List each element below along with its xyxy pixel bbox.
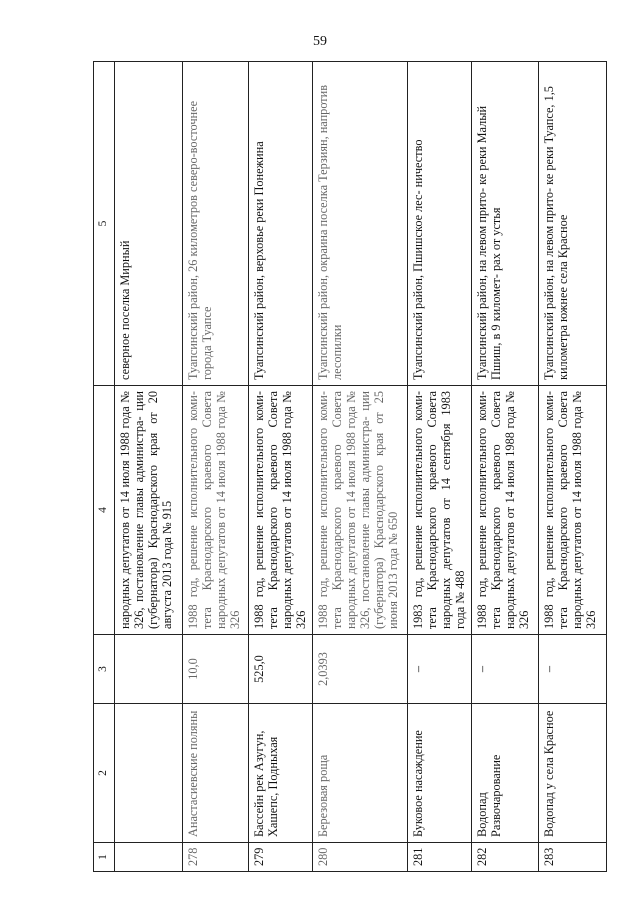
monument-name: Водопад у села Красное [538,704,606,843]
area-value [115,635,183,704]
legal-basis: 1988 год, решение исполнительного коми- тета Краснодарского краевого Совета народных депутатов от 14 июля 1988 года № 326 [538,386,606,635]
location: Туапсинский район, на левом прито- ке реки Малый Пшиш, в 9 километ- рах от устья [471,62,538,386]
monument-name: Бассейн рек Азугун, Хашепс, Подныхая [249,704,313,843]
legal-basis: 1988 год, решение исполнительного коми- тета Краснодарского краевого Совета народных депутатов от 14 июля 1988 года № 326 [183,386,249,635]
legal-basis: 1988 год, решение исполнительного коми- тета Краснодарского краевого Совета народных депутатов от 14 июля 1988 года № 326 [471,386,538,635]
location: северное поселка Мирный [115,62,183,386]
legal-basis: 1983 год, решение исполнительного коми- тета Краснодарского краевого Совета народных депутатов от 14 сентября 1983 года № 488 [407,386,471,635]
table-row [471,62,538,872]
location: Туапсинский район, верховье реки Понежина [249,62,313,386]
area-value: 2,0393 [312,635,407,704]
legal-basis: народных депутатов от 14 июля 1988 года № 326, постановление главы администра- ции (губернатора) Краснодарского края от 20 августа 2013 года № 915 [115,386,183,635]
location: Туапсинский район, Пшишское лес- ничество [407,62,471,386]
location: Туапсинский район, окраина поселка Терзиян, напротив лесопилки [312,62,407,386]
monument-name: Березовая роща [312,704,407,843]
column-number: 2 [94,704,115,843]
row-number: 279 [249,843,313,872]
column-number-row [94,62,115,872]
location: Туапсинский район, на левом прито- ке реки Туапсе, 1,5 километра южнее села Красное [538,62,606,386]
monument-name: Буковое насаждение [407,704,471,843]
table-row [115,62,183,872]
page-number: 59 [313,34,327,49]
area-value: 10,0 [183,635,249,704]
row-number: 280 [312,843,407,872]
row-number: 283 [538,843,606,872]
area-value: 525,0 [249,635,313,704]
area-value: – [471,635,538,704]
row-number: 281 [407,843,471,872]
row-number [115,843,183,872]
table-row [407,62,471,872]
monument-name: Водопад Развочарование [471,704,538,843]
monument-name [115,704,183,843]
column-number: 5 [94,62,115,386]
column-number: 3 [94,635,115,704]
table-row [249,62,313,872]
table-row [183,62,249,872]
area-value: – [407,635,471,704]
location: Туапсинский район, 26 километров северо-восточнее города Туапсе [183,62,249,386]
table-row [312,62,407,872]
area-value: – [538,635,606,704]
monument-name: Анастасиевские поляны [183,704,249,843]
nature-monuments-table [93,61,607,872]
row-number: 282 [471,843,538,872]
rotated-table-wrapper [93,62,598,872]
legal-basis: 1988 год, решение исполнительного коми- тета Краснодарского краевого Совета народных депутатов от 14 июля 1988 года № 326 [249,386,313,635]
column-number: 4 [94,386,115,635]
table-row [538,62,606,872]
row-number: 278 [183,843,249,872]
legal-basis: 1988 год, решение исполнительного коми- тета Краснодарского краевого Совета народных депутатов от 14 июля 1988 года № 326, постановление главы администра- ции (губернатора) Краснодарского края от 25 июня 2013 года № 650 [312,386,407,635]
column-number: 1 [94,843,115,872]
